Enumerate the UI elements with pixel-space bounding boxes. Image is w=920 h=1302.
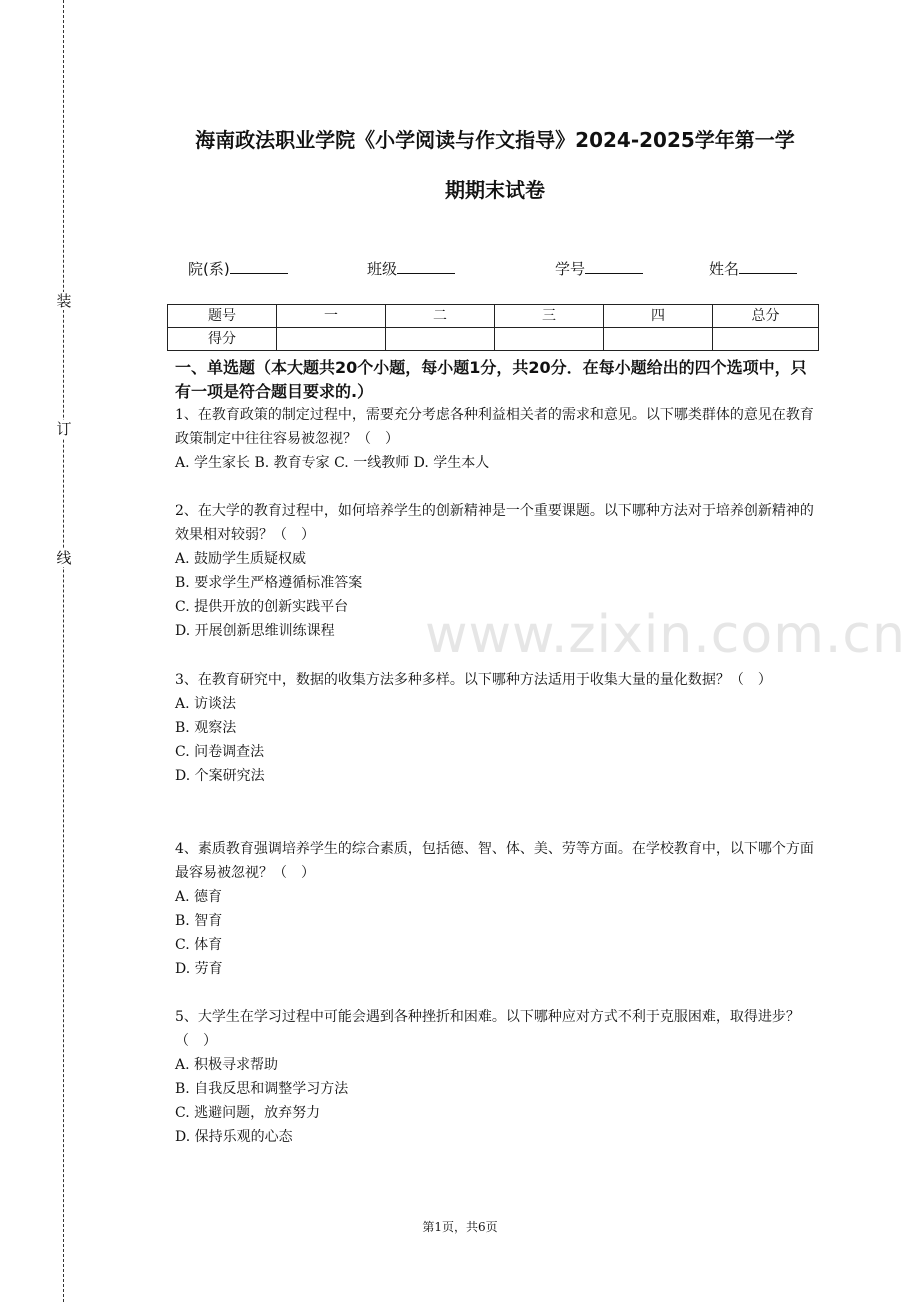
name-blank (739, 259, 797, 274)
option-b: B. 自我反思和调整学习方法 (175, 1081, 349, 1097)
option-c: C. 提供开放的创新实践平台 (175, 599, 349, 615)
option-b: B. 观察法 (175, 720, 237, 736)
binding-char-xian: 线 (56, 549, 72, 567)
score-table-cell: 二 (386, 305, 495, 328)
score-table-cell: 得分 (168, 328, 277, 351)
option-a: A. 鼓励学生质疑权威 (175, 551, 307, 567)
score-table-cell: 题号 (168, 305, 277, 328)
exam-title-line-1: 海南政法职业学院《小学阅读与作文指导》2024-2025学年第一学 (195, 128, 795, 152)
score-input-cell (277, 328, 386, 351)
score-table-cell: 总分 (713, 305, 819, 328)
score-table-score-row (168, 328, 819, 351)
question-options: A. 学生家长 B. 教育专家 C. 一线教师 D. 学生本人 (175, 455, 490, 471)
score-table-header-row (168, 305, 819, 328)
class-blank (397, 259, 455, 274)
college-field (188, 258, 288, 279)
option-b: B. 智育 (175, 913, 223, 929)
name-field (709, 258, 797, 279)
option-b: B. 要求学生严格遵循标准答案 (175, 575, 363, 591)
score-input-cell (604, 328, 713, 351)
section-heading: 一、单选题（本大题共20个小题，每小题1分，共20分．在每小题给出的四个选项中，只有一项是符合题目要求的.） (175, 358, 807, 401)
option-a: A. 积极寻求帮助 (175, 1057, 279, 1073)
score-table-cell: 一 (277, 305, 386, 328)
score-input-cell (495, 328, 604, 351)
score-table-cell: 四 (604, 305, 713, 328)
option-d: D. 保持乐观的心态 (175, 1129, 293, 1145)
question-4 (175, 837, 820, 981)
watermark: www.zixin.com.cn (425, 605, 906, 665)
binding-dashed-line (63, 0, 64, 1302)
question-stem: 2、在大学的教育过程中，如何培养学生的创新精神是一个重要课题。以下哪种方法对于培养创新精神的效果相对较弱？（ ） (175, 503, 814, 543)
question-1 (175, 403, 820, 475)
question-stem: 4、素质教育强调培养学生的综合素质，包括德、智、体、美、劳等方面。在学校教育中，以下哪个方面最容易被忽视？（ ） (175, 841, 814, 881)
option-d: D. 个案研究法 (175, 768, 265, 784)
option-c: C. 体育 (175, 937, 223, 953)
question-3 (175, 668, 820, 788)
binding-char-ding: 订 (56, 420, 72, 438)
score-input-cell (713, 328, 819, 351)
option-c: C. 逃避问题，放弃努力 (175, 1105, 321, 1121)
option-a: A. 德育 (175, 889, 223, 905)
question-stem: 1、在教育政策的制定过程中，需要充分考虑各种利益相关者的需求和意见。以下哪类群体的意见在教育政策制定中往往容易被忽视？（ ） (175, 407, 814, 447)
option-c: C. 问卷调查法 (175, 744, 265, 760)
student-id-label: 学号 (555, 260, 586, 278)
question-5 (175, 1005, 820, 1149)
college-label: 院(系) (188, 260, 230, 278)
question-stem: 5、大学生在学习过程中可能会遇到各种挫折和困难。以下哪种应对方式不利于克服困难，取得进步？（ ） (175, 1009, 800, 1049)
exam-title-line-2: 期期末试卷 (445, 178, 545, 202)
option-a: A. 访谈法 (175, 696, 237, 712)
score-table-cell: 三 (495, 305, 604, 328)
score-input-cell (386, 328, 495, 351)
class-label: 班级 (367, 260, 398, 278)
option-d: D. 开展创新思维训练课程 (175, 623, 335, 639)
binding-char-zhuang: 装 (56, 292, 72, 310)
score-table (167, 304, 819, 351)
page-footer: 第1页，共6页 (422, 1220, 498, 1234)
question-stem: 3、在教育研究中，数据的收集方法多种多样。以下哪种方法适用于收集大量的量化数据？（ ） (175, 672, 772, 688)
college-blank (230, 259, 288, 274)
class-field (367, 258, 455, 279)
name-label: 姓名 (709, 260, 740, 278)
student-id-field (555, 258, 643, 279)
option-d: D. 劳育 (175, 961, 223, 977)
student-id-blank (585, 259, 643, 274)
